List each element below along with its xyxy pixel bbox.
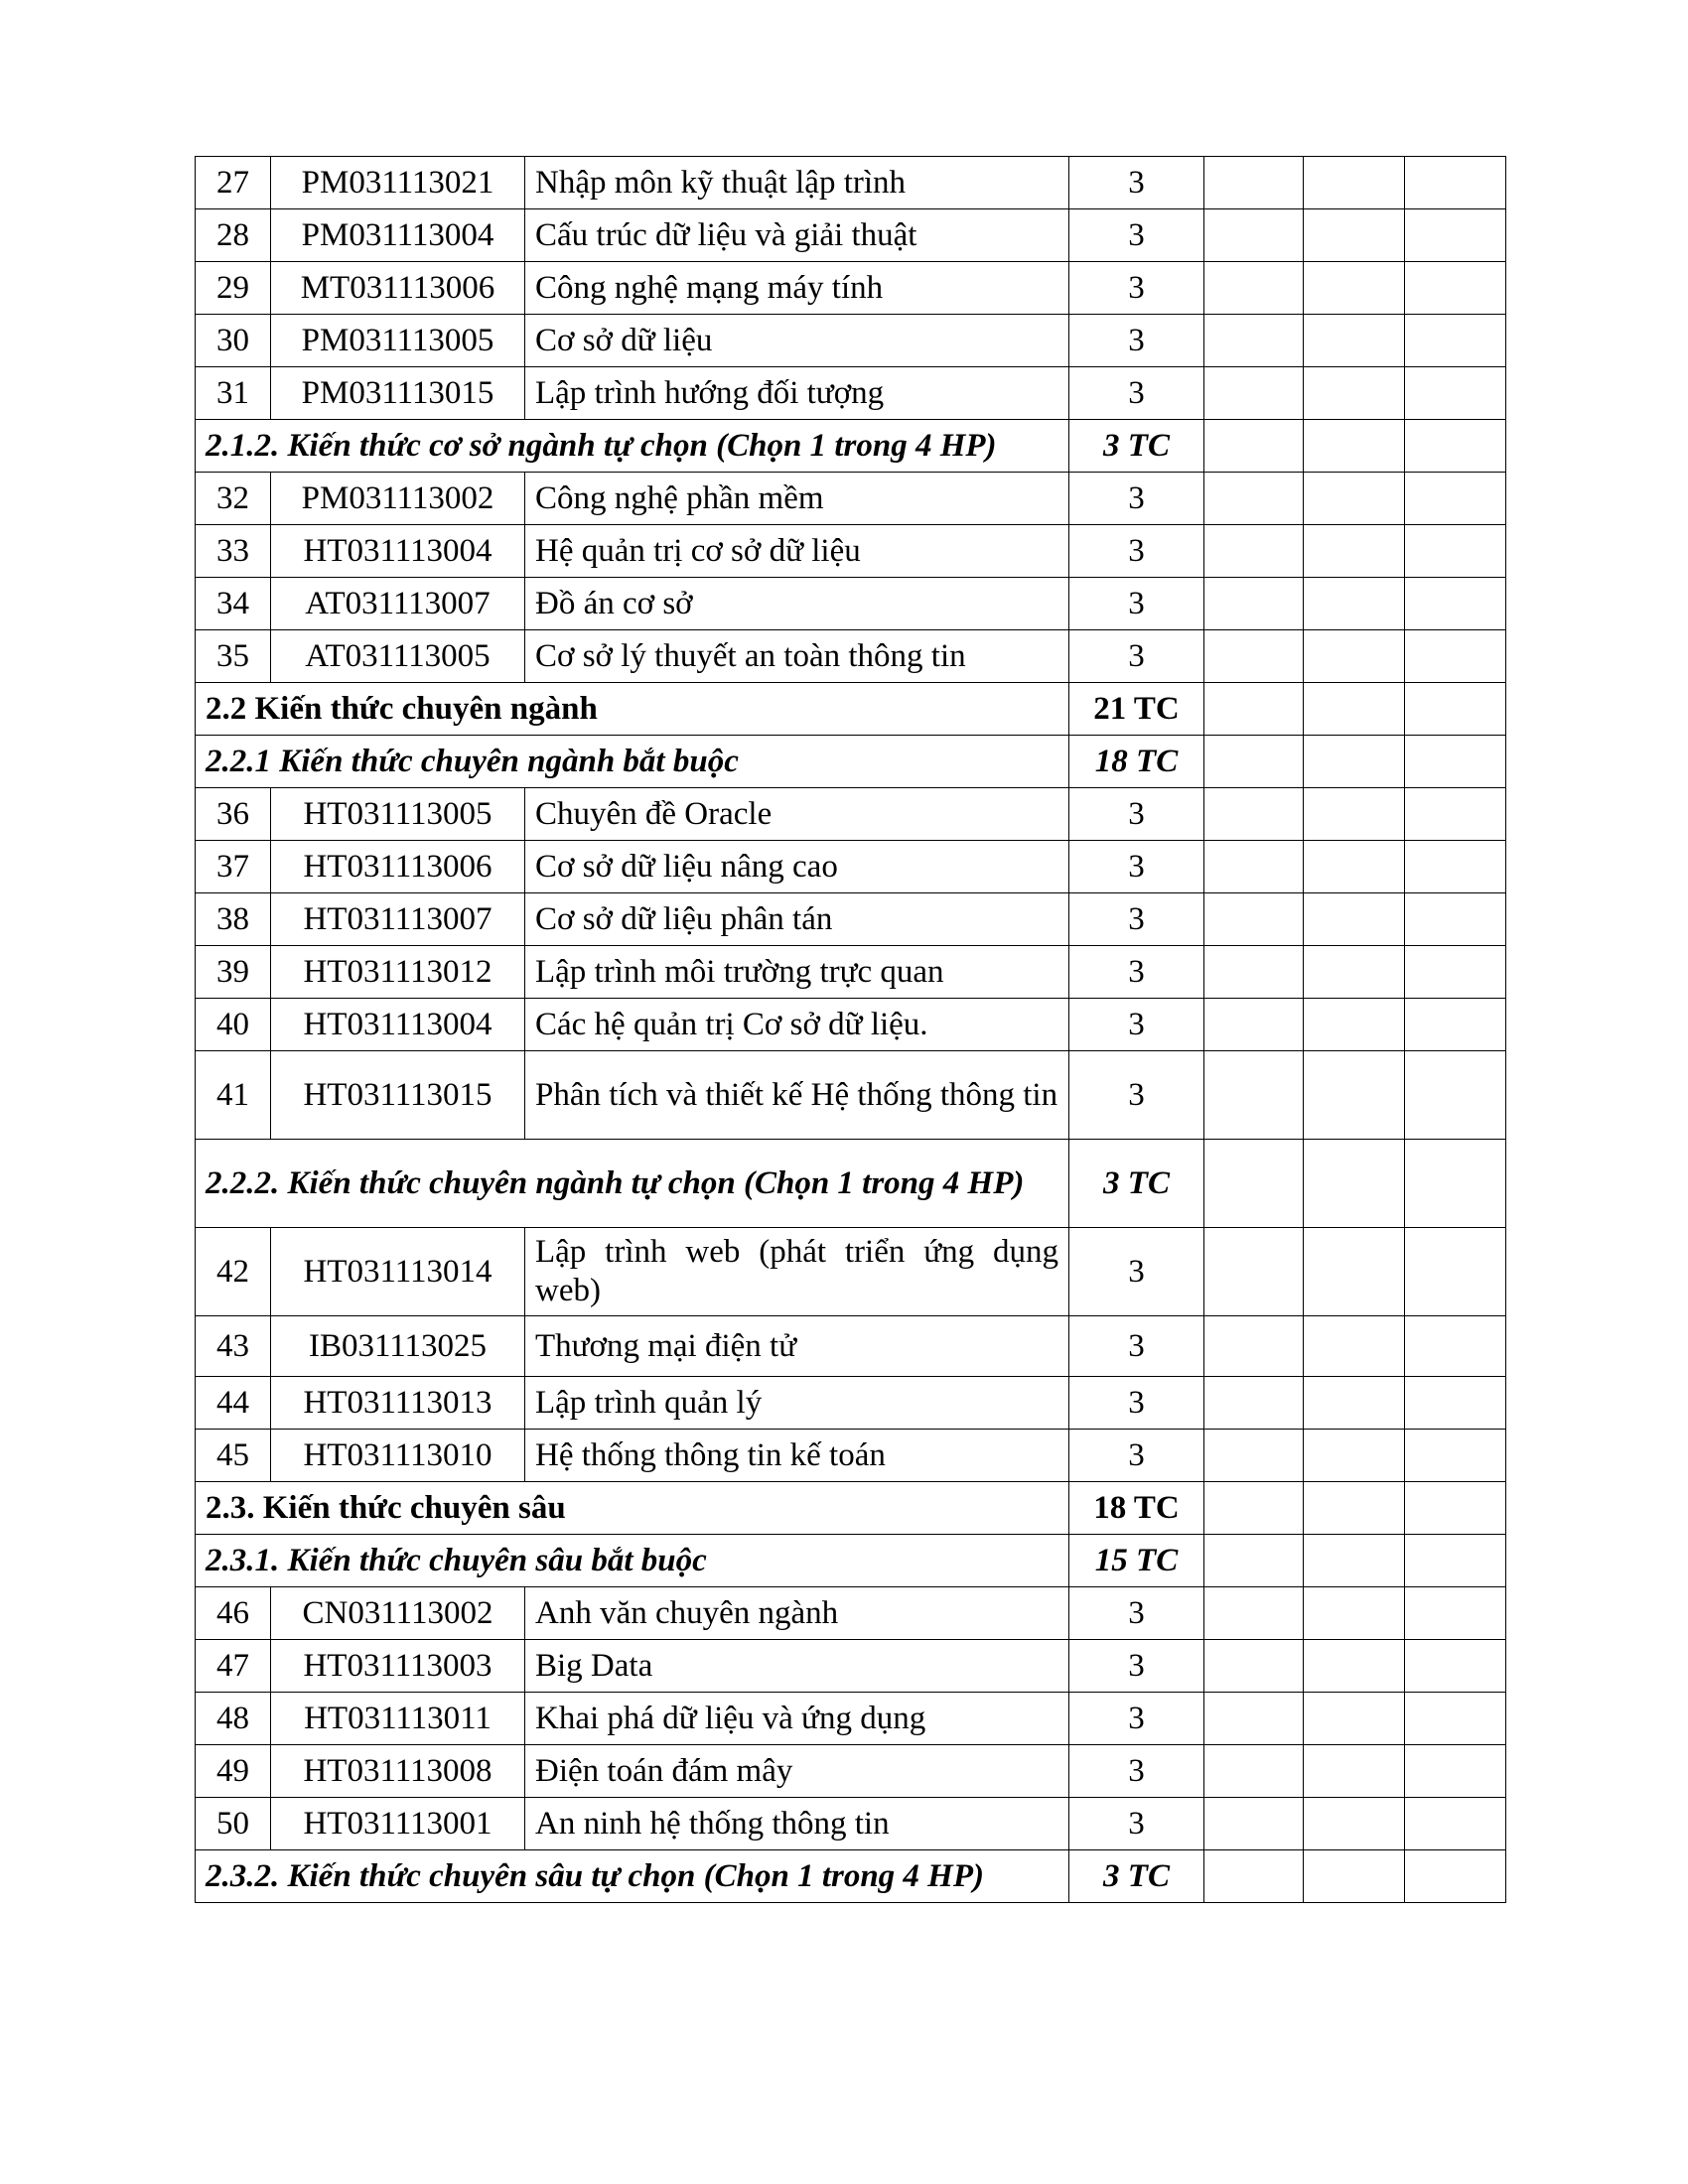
course-code: HT031113005: [271, 788, 525, 841]
table-row: [196, 893, 1506, 946]
row-number: 43: [196, 1316, 271, 1377]
row-number: 49: [196, 1745, 271, 1798]
empty-cell: [1405, 420, 1506, 473]
course-name: Cơ sở dữ liệu nâng cao: [525, 841, 1069, 893]
empty-cell: [1304, 367, 1405, 420]
table-row: [196, 1051, 1506, 1140]
empty-cell: [1304, 1377, 1405, 1430]
course-code: PM031113005: [271, 315, 525, 367]
course-credits: 3: [1069, 1587, 1204, 1640]
table-row: [196, 262, 1506, 315]
empty-cell: [1405, 1482, 1506, 1535]
course-credits: 3: [1069, 1228, 1204, 1316]
course-code: PM031113021: [271, 157, 525, 209]
table-row: [196, 1745, 1506, 1798]
empty-cell: [1405, 1430, 1506, 1482]
row-number: 38: [196, 893, 271, 946]
course-credits: 3: [1069, 1051, 1204, 1140]
course-name: Khai phá dữ liệu và ứng dụng: [525, 1693, 1069, 1745]
course-name: Big Data: [525, 1640, 1069, 1693]
course-code: AT031113005: [271, 630, 525, 683]
course-credits: 3: [1069, 1377, 1204, 1430]
empty-cell: [1204, 1140, 1304, 1228]
table-row: [196, 367, 1506, 420]
table-row: [196, 946, 1506, 999]
course-code: PM031113004: [271, 209, 525, 262]
course-name: Điện toán đám mây: [525, 1745, 1069, 1798]
empty-cell: [1304, 1850, 1405, 1903]
course-name: An ninh hệ thống thông tin: [525, 1798, 1069, 1850]
row-number: 32: [196, 473, 271, 525]
empty-cell: [1405, 525, 1506, 578]
course-name: Các hệ quản trị Cơ sở dữ liệu.: [525, 999, 1069, 1051]
course-name: Anh văn chuyên ngành: [525, 1587, 1069, 1640]
course-code: HT031113007: [271, 893, 525, 946]
table-row: [196, 630, 1506, 683]
section-row: [196, 420, 1506, 473]
empty-cell: [1204, 1430, 1304, 1482]
table-row: [196, 473, 1506, 525]
course-code: HT031113015: [271, 1051, 525, 1140]
empty-cell: [1304, 1535, 1405, 1587]
row-number: 33: [196, 525, 271, 578]
table-row: [196, 1228, 1506, 1316]
row-number: 45: [196, 1430, 271, 1482]
course-name: Đồ án cơ sở: [525, 578, 1069, 630]
empty-cell: [1304, 736, 1405, 788]
empty-cell: [1204, 157, 1304, 209]
course-name: Cơ sở lý thuyết an toàn thông tin: [525, 630, 1069, 683]
table-row: [196, 315, 1506, 367]
section-credits: 3 TC: [1069, 1140, 1204, 1228]
row-number: 27: [196, 157, 271, 209]
course-credits: 3: [1069, 367, 1204, 420]
empty-cell: [1304, 473, 1405, 525]
section-credits: 3 TC: [1069, 420, 1204, 473]
course-credits: 3: [1069, 525, 1204, 578]
empty-cell: [1304, 893, 1405, 946]
empty-cell: [1304, 1316, 1405, 1377]
empty-cell: [1204, 999, 1304, 1051]
empty-cell: [1204, 683, 1304, 736]
table-row: [196, 525, 1506, 578]
empty-cell: [1405, 1377, 1506, 1430]
section-title: 2.3.1. Kiến thức chuyên sâu bắt buộc: [196, 1535, 1069, 1587]
empty-cell: [1204, 262, 1304, 315]
empty-cell: [1405, 630, 1506, 683]
row-number: 37: [196, 841, 271, 893]
course-credits: 3: [1069, 157, 1204, 209]
section-credits: 18 TC: [1069, 1482, 1204, 1535]
course-code: IB031113025: [271, 1316, 525, 1377]
row-number: 41: [196, 1051, 271, 1140]
table-row: [196, 999, 1506, 1051]
row-number: 48: [196, 1693, 271, 1745]
empty-cell: [1204, 315, 1304, 367]
row-number: 50: [196, 1798, 271, 1850]
course-credits: 3: [1069, 209, 1204, 262]
empty-cell: [1204, 1482, 1304, 1535]
section-credits: 3 TC: [1069, 1850, 1204, 1903]
empty-cell: [1304, 1228, 1405, 1316]
course-name: Công nghệ phần mềm: [525, 473, 1069, 525]
course-name: Cơ sở dữ liệu: [525, 315, 1069, 367]
course-code: AT031113007: [271, 578, 525, 630]
empty-cell: [1204, 1051, 1304, 1140]
course-code: HT031113004: [271, 999, 525, 1051]
empty-cell: [1405, 1140, 1506, 1228]
course-name: Lập trình web (phát triển ứng dụng web): [525, 1228, 1069, 1316]
course-code: HT031113014: [271, 1228, 525, 1316]
empty-cell: [1304, 525, 1405, 578]
row-number: 46: [196, 1587, 271, 1640]
course-code: HT031113003: [271, 1640, 525, 1693]
table-row: [196, 1377, 1506, 1430]
table-row: [196, 1430, 1506, 1482]
section-credits: 15 TC: [1069, 1535, 1204, 1587]
section-credits: 21 TC: [1069, 683, 1204, 736]
row-number: 31: [196, 367, 271, 420]
section-title: 2.2 Kiến thức chuyên ngành: [196, 683, 1069, 736]
empty-cell: [1204, 420, 1304, 473]
table-row: [196, 1640, 1506, 1693]
empty-cell: [1304, 683, 1405, 736]
course-code: HT031113011: [271, 1693, 525, 1745]
course-credits: 3: [1069, 262, 1204, 315]
empty-cell: [1405, 841, 1506, 893]
course-name: Chuyên đề Oracle: [525, 788, 1069, 841]
row-number: 29: [196, 262, 271, 315]
course-name: Cấu trúc dữ liệu và giải thuật: [525, 209, 1069, 262]
empty-cell: [1204, 946, 1304, 999]
table-row: [196, 1693, 1506, 1745]
course-code: HT031113001: [271, 1798, 525, 1850]
course-code: HT031113004: [271, 525, 525, 578]
course-credits: 3: [1069, 630, 1204, 683]
section-row: [196, 683, 1506, 736]
section-credits: 18 TC: [1069, 736, 1204, 788]
empty-cell: [1204, 1745, 1304, 1798]
empty-cell: [1204, 367, 1304, 420]
empty-cell: [1405, 1640, 1506, 1693]
empty-cell: [1204, 1850, 1304, 1903]
course-credits: 3: [1069, 999, 1204, 1051]
empty-cell: [1405, 946, 1506, 999]
empty-cell: [1405, 1850, 1506, 1903]
row-number: 39: [196, 946, 271, 999]
course-code: PM031113015: [271, 367, 525, 420]
row-number: 42: [196, 1228, 271, 1316]
course-credits: 3: [1069, 1430, 1204, 1482]
empty-cell: [1405, 367, 1506, 420]
empty-cell: [1204, 630, 1304, 683]
course-name: Công nghệ mạng máy tính: [525, 262, 1069, 315]
empty-cell: [1304, 1798, 1405, 1850]
course-name: Thương mại điện tử: [525, 1316, 1069, 1377]
empty-cell: [1304, 1051, 1405, 1140]
section-title: 2.2.2. Kiến thức chuyên ngành tự chọn (Chọn 1 trong 4 HP): [196, 1140, 1069, 1228]
row-number: 47: [196, 1640, 271, 1693]
empty-cell: [1204, 841, 1304, 893]
empty-cell: [1304, 157, 1405, 209]
empty-cell: [1204, 525, 1304, 578]
row-number: 34: [196, 578, 271, 630]
row-number: 40: [196, 999, 271, 1051]
course-code: HT031113012: [271, 946, 525, 999]
empty-cell: [1304, 1745, 1405, 1798]
empty-cell: [1405, 683, 1506, 736]
empty-cell: [1204, 1228, 1304, 1316]
curriculum-table: [195, 156, 1506, 1903]
section-row: [196, 1850, 1506, 1903]
table-row: [196, 209, 1506, 262]
course-name: Lập trình môi trường trực quan: [525, 946, 1069, 999]
empty-cell: [1405, 1316, 1506, 1377]
course-code: CN031113002: [271, 1587, 525, 1640]
course-credits: 3: [1069, 1745, 1204, 1798]
empty-cell: [1304, 1587, 1405, 1640]
empty-cell: [1405, 1798, 1506, 1850]
course-credits: 3: [1069, 841, 1204, 893]
empty-cell: [1204, 1587, 1304, 1640]
empty-cell: [1304, 946, 1405, 999]
course-code: PM031113002: [271, 473, 525, 525]
course-code: HT031113010: [271, 1430, 525, 1482]
table-row: [196, 1316, 1506, 1377]
empty-cell: [1405, 999, 1506, 1051]
empty-cell: [1304, 578, 1405, 630]
row-number: 35: [196, 630, 271, 683]
section-row: [196, 736, 1506, 788]
empty-cell: [1304, 315, 1405, 367]
course-credits: 3: [1069, 1640, 1204, 1693]
empty-cell: [1204, 788, 1304, 841]
empty-cell: [1204, 1316, 1304, 1377]
empty-cell: [1405, 1745, 1506, 1798]
section-row: [196, 1482, 1506, 1535]
course-code: HT031113013: [271, 1377, 525, 1430]
section-title: 2.2.1 Kiến thức chuyên ngành bắt buộc: [196, 736, 1069, 788]
empty-cell: [1304, 1140, 1405, 1228]
section-title: 2.3.2. Kiến thức chuyên sâu tự chọn (Chọn 1 trong 4 HP): [196, 1850, 1069, 1903]
empty-cell: [1304, 788, 1405, 841]
table-row: [196, 1798, 1506, 1850]
empty-cell: [1304, 420, 1405, 473]
row-number: 36: [196, 788, 271, 841]
empty-cell: [1405, 1228, 1506, 1316]
table-row: [196, 1587, 1506, 1640]
course-credits: 3: [1069, 893, 1204, 946]
course-code: HT031113008: [271, 1745, 525, 1798]
course-code: HT031113006: [271, 841, 525, 893]
course-credits: 3: [1069, 946, 1204, 999]
row-number: 28: [196, 209, 271, 262]
course-credits: 3: [1069, 1798, 1204, 1850]
empty-cell: [1405, 1587, 1506, 1640]
row-number: 44: [196, 1377, 271, 1430]
course-name: Hệ thống thông tin kế toán: [525, 1430, 1069, 1482]
course-name: Lập trình hướng đối tượng: [525, 367, 1069, 420]
empty-cell: [1304, 630, 1405, 683]
table-row: [196, 578, 1506, 630]
empty-cell: [1204, 736, 1304, 788]
course-credits: 3: [1069, 788, 1204, 841]
empty-cell: [1405, 315, 1506, 367]
course-credits: 3: [1069, 315, 1204, 367]
empty-cell: [1304, 841, 1405, 893]
empty-cell: [1405, 473, 1506, 525]
empty-cell: [1405, 1535, 1506, 1587]
course-credits: 3: [1069, 1693, 1204, 1745]
course-name: Phân tích và thiết kế Hệ thống thông tin: [525, 1051, 1069, 1140]
empty-cell: [1304, 262, 1405, 315]
table-row: [196, 841, 1506, 893]
empty-cell: [1405, 1051, 1506, 1140]
empty-cell: [1405, 1693, 1506, 1745]
row-number: 30: [196, 315, 271, 367]
empty-cell: [1204, 473, 1304, 525]
empty-cell: [1405, 788, 1506, 841]
empty-cell: [1405, 578, 1506, 630]
course-credits: 3: [1069, 1316, 1204, 1377]
empty-cell: [1405, 736, 1506, 788]
course-name: Nhập môn kỹ thuật lập trình: [525, 157, 1069, 209]
empty-cell: [1304, 1482, 1405, 1535]
empty-cell: [1204, 1798, 1304, 1850]
empty-cell: [1304, 1430, 1405, 1482]
empty-cell: [1204, 1377, 1304, 1430]
course-credits: 3: [1069, 578, 1204, 630]
empty-cell: [1405, 157, 1506, 209]
table-row: [196, 157, 1506, 209]
course-credits: 3: [1069, 473, 1204, 525]
empty-cell: [1204, 1693, 1304, 1745]
empty-cell: [1304, 209, 1405, 262]
empty-cell: [1304, 999, 1405, 1051]
course-name: Lập trình quản lý: [525, 1377, 1069, 1430]
empty-cell: [1204, 578, 1304, 630]
empty-cell: [1405, 262, 1506, 315]
table-row: [196, 788, 1506, 841]
empty-cell: [1204, 1640, 1304, 1693]
empty-cell: [1304, 1640, 1405, 1693]
empty-cell: [1204, 893, 1304, 946]
empty-cell: [1204, 1535, 1304, 1587]
section-title: 2.3. Kiến thức chuyên sâu: [196, 1482, 1069, 1535]
empty-cell: [1405, 209, 1506, 262]
empty-cell: [1304, 1693, 1405, 1745]
section-row: [196, 1535, 1506, 1587]
empty-cell: [1204, 209, 1304, 262]
course-name: Cơ sở dữ liệu phân tán: [525, 893, 1069, 946]
course-name: Hệ quản trị cơ sở dữ liệu: [525, 525, 1069, 578]
section-row: [196, 1140, 1506, 1228]
course-code: MT031113006: [271, 262, 525, 315]
empty-cell: [1405, 893, 1506, 946]
section-title: 2.1.2. Kiến thức cơ sở ngành tự chọn (Chọn 1 trong 4 HP): [196, 420, 1069, 473]
